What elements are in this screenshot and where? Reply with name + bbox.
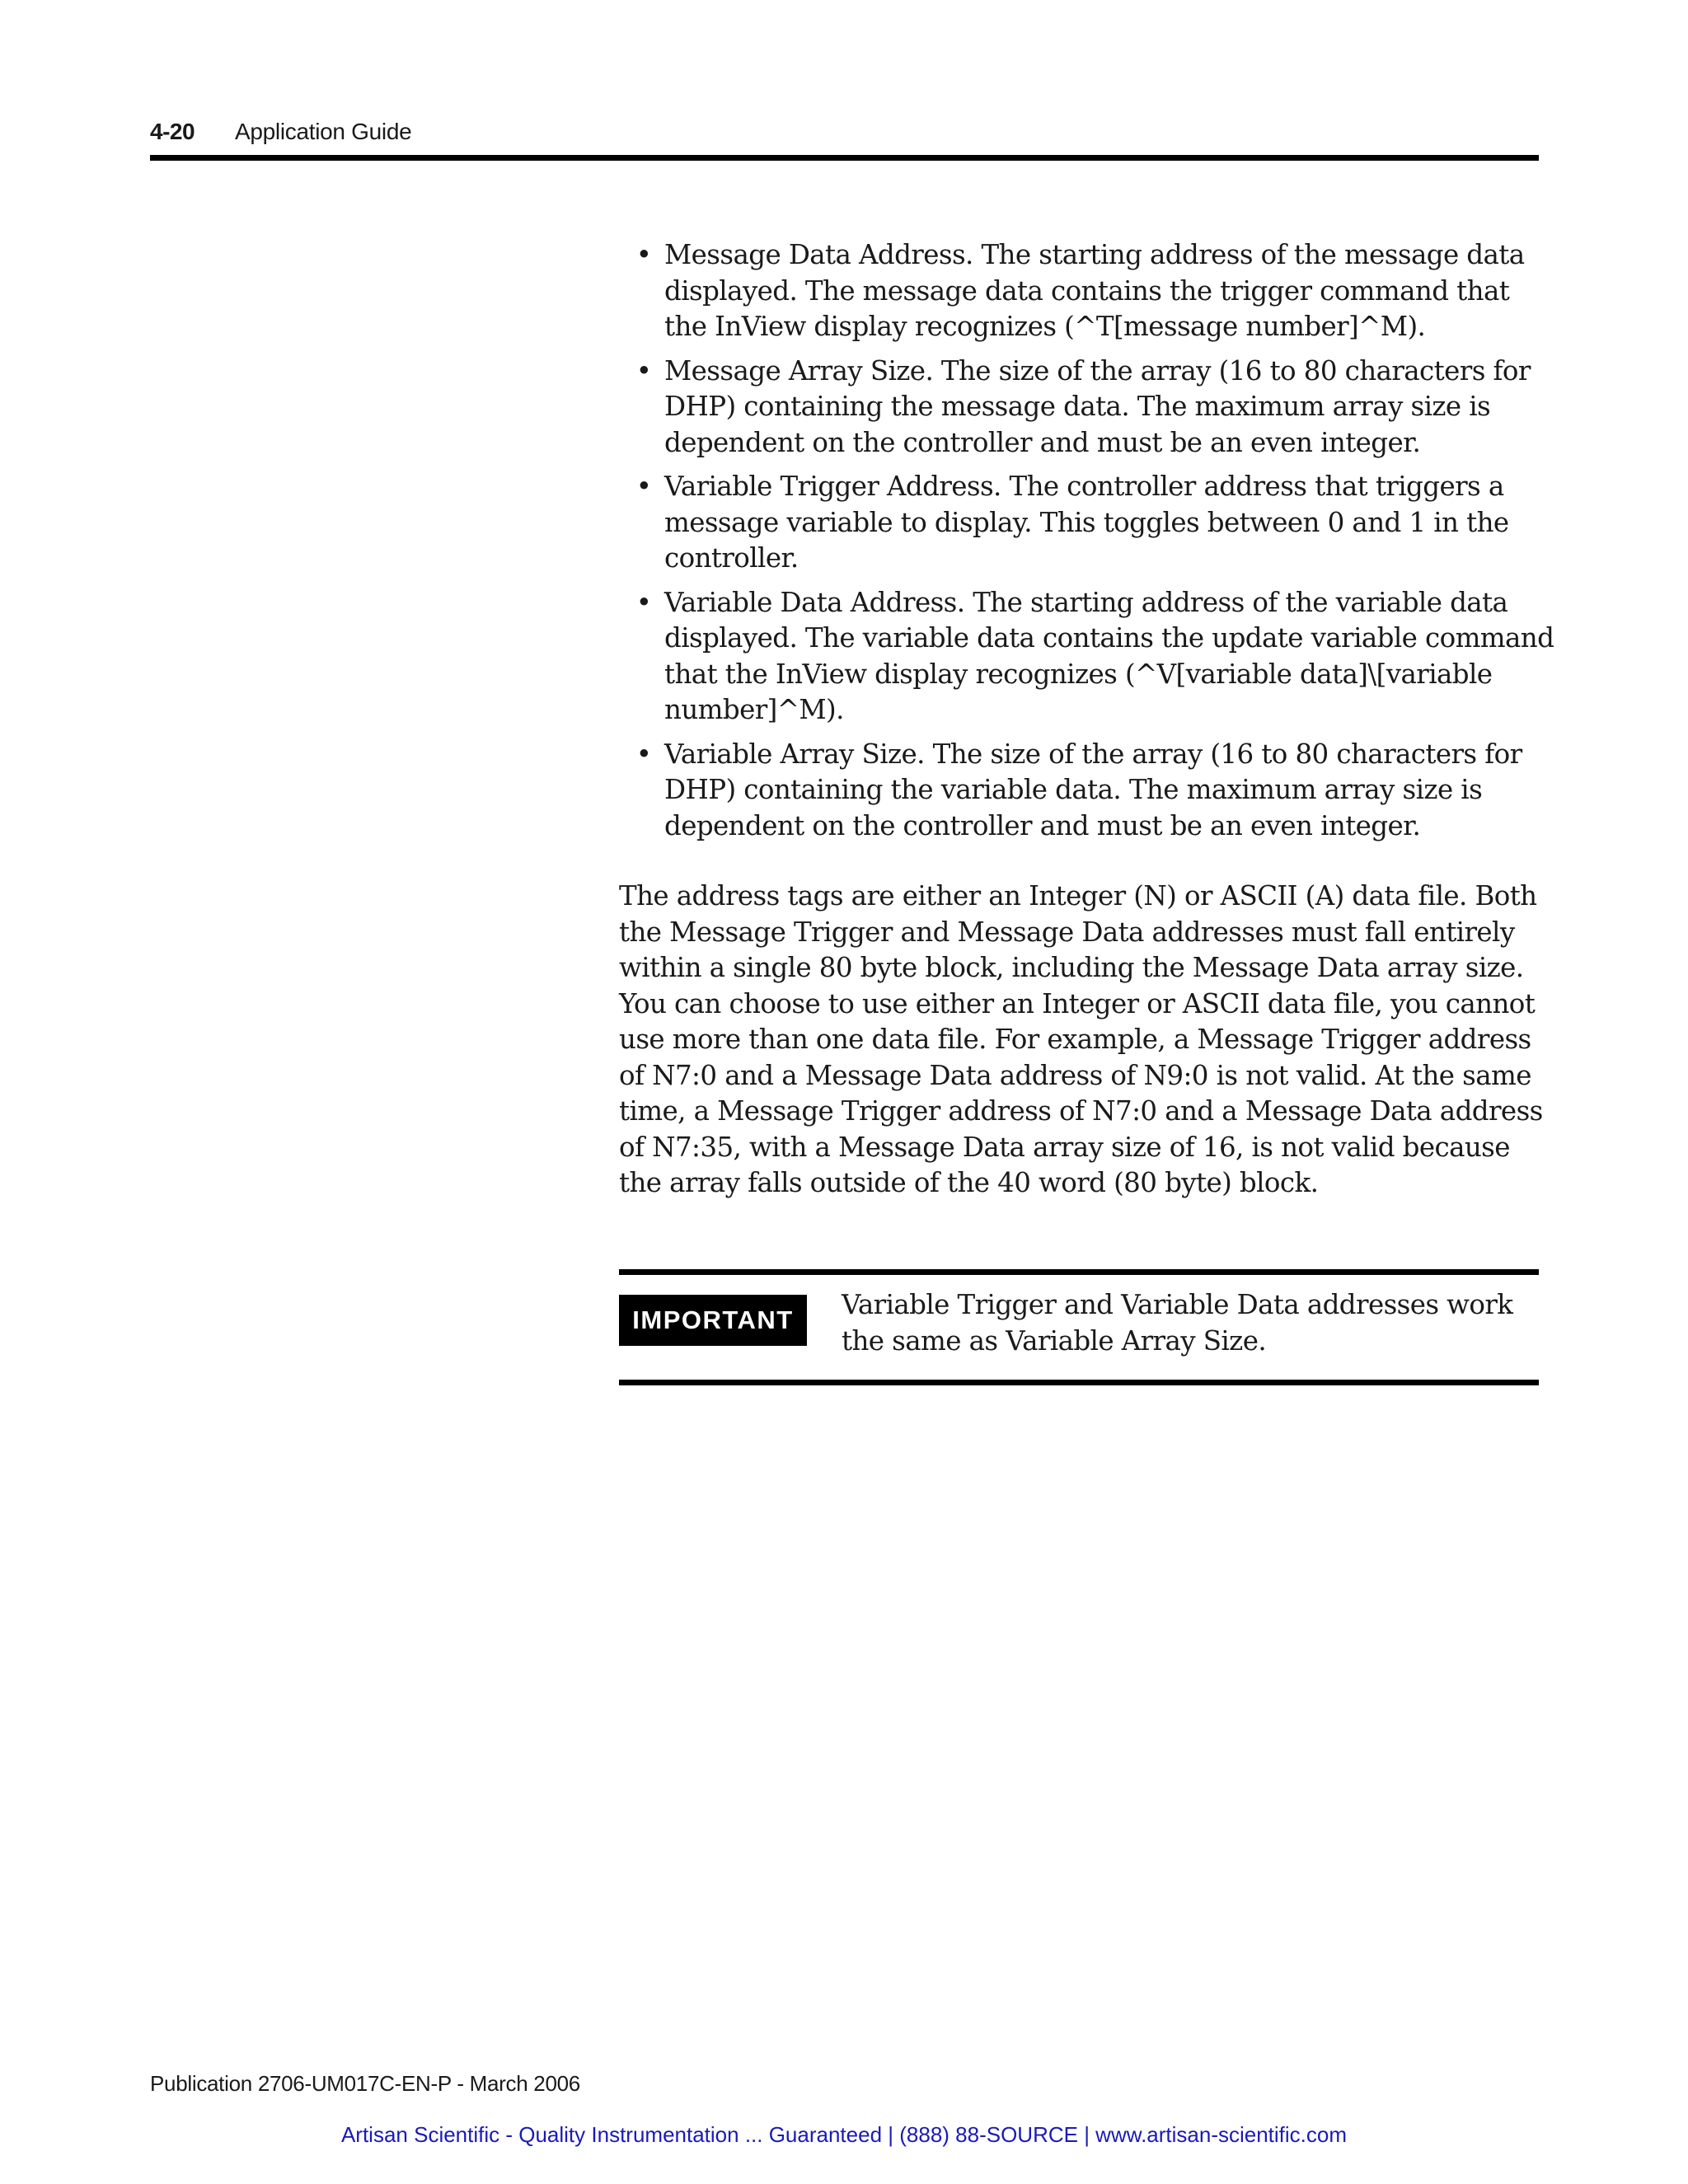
list-item-text: Variable Trigger Address. The controller address that triggers a message variable to display. This toggles between 0 and 1 in the controller. <box>664 471 1509 574</box>
bullet-icon: • <box>635 738 652 770</box>
watermark-link[interactable]: Artisan Scientific - Quality Instrumentation ... Guaranteed | (888) 88-SOURCE | www.artisan-scientific.com <box>340 2122 1348 2147</box>
body-paragraph: The address tags are either an Integer (N) or ASCII (A) data file. Both the Message Trigger and Message Data addresses must fall entirely within a single 80 byte block, including the Message Data array size. You can choose to use either an Integer or ASCII data file, you cannot use more than one data file. For example, a Message Trigger address of N7:0 and a Message Data address of N9:0 is not valid. At the same time, a Message Trigger address of N7:0 and a Message Data address of N7:35, with a Message Data array size of 16, is not valid because the array falls outside of the 40 word (80 byte) block. <box>619 880 1543 1198</box>
list-item <box>635 737 1554 845</box>
page-header <box>150 115 1539 158</box>
list-item-text: Message Array Size. The size of the array (16 to 80 characters for DHP) containing the message data. The maximum array size is dependent on the controller and must be an even integer. <box>664 354 1531 458</box>
address-definition-list <box>635 237 1554 852</box>
bullet-icon: • <box>635 471 652 502</box>
bullet-icon: • <box>635 586 652 618</box>
important-top-rule <box>619 1269 1539 1275</box>
publication-footer: Publication 2706-UM017C-EN-P - March 2006 <box>150 2071 580 2096</box>
list-item <box>635 237 1554 345</box>
list-item-text: Variable Array Size. The size of the array (16 to 80 characters for DHP) containing the variable data. The maximum array size is dependent on the controller and must be an even integer. <box>664 738 1522 841</box>
list-item <box>635 354 1554 462</box>
page-number: 4-20 <box>150 119 195 144</box>
running-title: Application Guide <box>235 119 412 144</box>
header-rule <box>150 155 1539 161</box>
list-item <box>635 585 1554 729</box>
bullet-icon: • <box>635 239 652 270</box>
list-item-text: Variable Data Address. The starting address of the variable data displayed. The variable data contains the update variable command that the InView display recognizes (^V[variable data]\[variable number]^M). <box>664 586 1554 725</box>
list-item <box>635 469 1554 577</box>
important-note-text: Variable Trigger and Variable Data addresses work the same as Variable Array Size. <box>842 1289 1513 1357</box>
bullet-icon: • <box>635 354 652 387</box>
important-bottom-rule <box>619 1380 1539 1385</box>
important-label: IMPORTANT <box>619 1295 807 1346</box>
list-item-text: Message Data Address. The starting address of the message data displayed. The message data contains the trigger command that the InView display recognizes (^T[message number]^M). <box>664 239 1525 342</box>
